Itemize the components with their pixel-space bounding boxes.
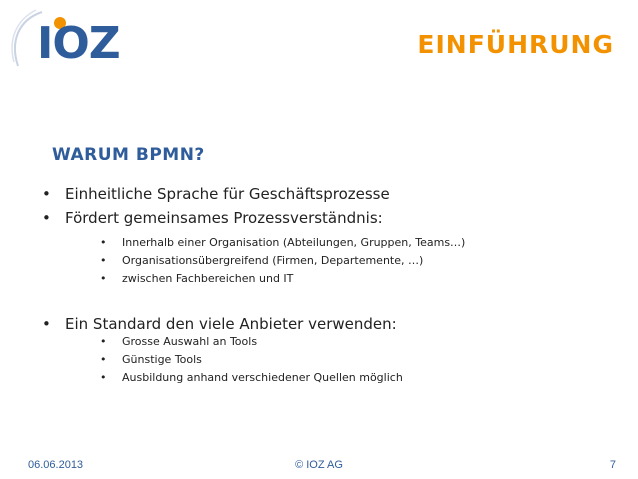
bullet-icon: • (42, 315, 51, 333)
sub-list-item-text: Innerhalb einer Organisation (Abteilungen, Gruppen, Teams…) (122, 236, 466, 249)
footer-date: 06.06.2013 (28, 459, 84, 471)
bullet-icon: • (100, 236, 107, 249)
bullet-icon: • (42, 209, 51, 227)
sub-list-item-text: Grosse Auswahl an Tools (122, 335, 258, 348)
page-number: 7 (609, 459, 616, 471)
bullet-icon: • (100, 272, 107, 285)
section-title: WARUM BPMN? (52, 145, 205, 165)
ioz-logo (8, 6, 118, 70)
slide-title: EINFÜHRUNG (417, 30, 614, 59)
sub-list-item-text: zwischen Fachbereichen und IT (122, 272, 294, 285)
bullet-icon: • (100, 371, 107, 384)
list-item-text: Fördert gemeinsames Prozessverständnis: (65, 209, 383, 227)
bullet-icon: • (100, 335, 107, 348)
sub-list-item-text: Organisationsübergreifend (Firmen, Departemente, …) (122, 254, 424, 267)
bullet-icon: • (100, 254, 107, 267)
sub-list-item-text: Ausbildung anhand verschiedener Quellen möglich (122, 371, 403, 384)
bullet-icon: • (42, 185, 51, 203)
footer-copyright: © IOZ AG (295, 459, 343, 471)
logo-text: IOZ (37, 18, 120, 69)
list-item-text: Ein Standard den viele Anbieter verwenden: (65, 315, 397, 333)
list-item-text: Einheitliche Sprache für Geschäftsprozesse (65, 185, 390, 203)
bullet-icon: • (100, 353, 107, 366)
sub-list-item-text: Günstige Tools (122, 353, 202, 366)
